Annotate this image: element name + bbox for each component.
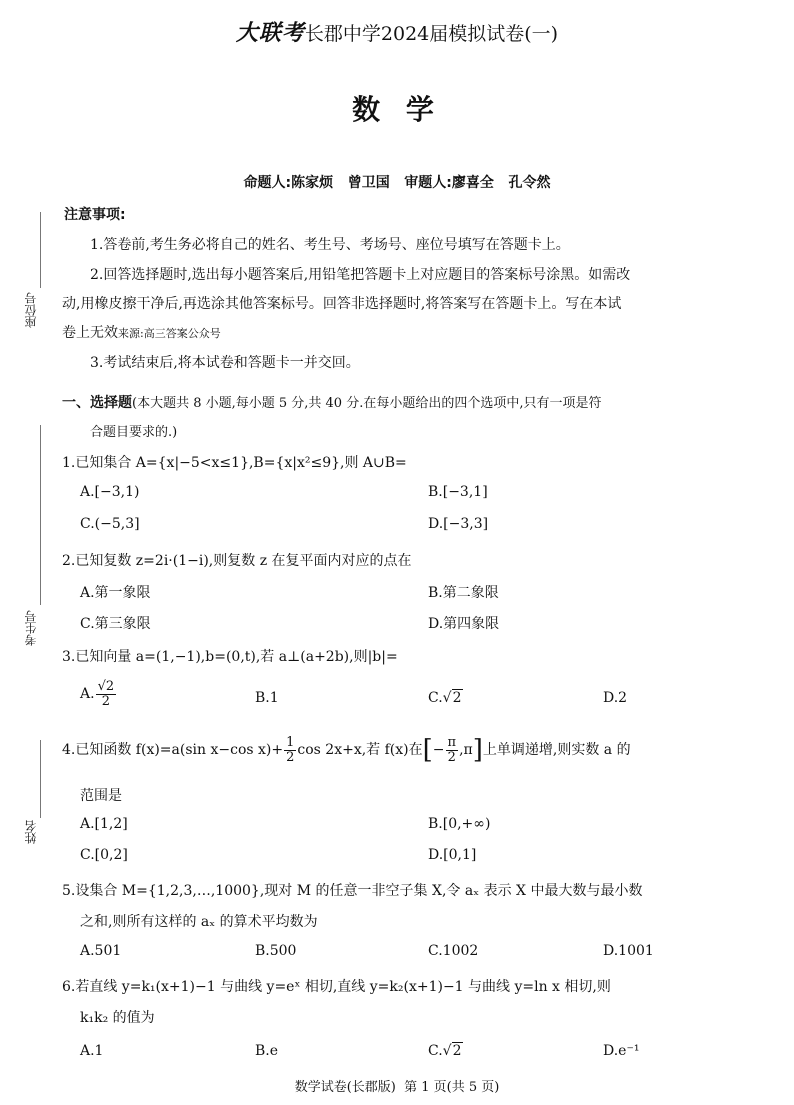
frac-denominator: 2 bbox=[286, 749, 295, 765]
binding-line bbox=[40, 425, 41, 605]
q4-option-a: A.[1,2] bbox=[80, 816, 128, 832]
q1-option-d: D.[−3,3] bbox=[428, 516, 489, 532]
q2-option-b: B.第二象限 bbox=[428, 585, 499, 601]
q4-stem-part: cos 2x+x,若 f(x)在 bbox=[297, 742, 423, 758]
seat-number-label: 座位号 bbox=[24, 292, 38, 328]
frac-numerator: √2 bbox=[97, 679, 115, 694]
q3-option-b: B.1 bbox=[255, 690, 279, 706]
notice-item-3: 3.考试结束后,将本试卷和答题卡一并交回。 bbox=[90, 355, 360, 371]
source-note: 来源:高三答案公众号 bbox=[118, 327, 221, 340]
q6-option-a: A.1 bbox=[80, 1043, 104, 1059]
question-4-stem bbox=[62, 735, 631, 765]
q2-option-a: A.第一象限 bbox=[80, 585, 151, 601]
q1-option-c: C.(−5,3] bbox=[80, 516, 140, 532]
option-letter: A. bbox=[80, 686, 95, 703]
q4-option-d: D.[0,1] bbox=[428, 847, 477, 863]
exam-number-label: 考生号 bbox=[24, 610, 38, 646]
notice-heading: 注意事项: bbox=[64, 207, 126, 223]
q4-option-b: B.[0,+∞) bbox=[428, 816, 491, 832]
option-letter: C. bbox=[428, 1043, 443, 1059]
question-5-stem: 5.设集合 M={1,2,3,…,1000},现对 M 的任意一非空子集 X,令 aₓ 表示 X 中最大数与最小数 bbox=[62, 883, 643, 899]
q4-stem-part: 上单调递增,则实数 a 的 bbox=[482, 742, 631, 758]
bracket-left: [ bbox=[422, 735, 433, 765]
notice-item-2-end bbox=[62, 322, 221, 342]
notice-item-2: 2.回答选择题时,选出每小题答案后,用铅笔把答题卡上对应题目的答案标号涂黑。如需改 bbox=[90, 267, 631, 283]
subject-title: 数 学 bbox=[352, 93, 442, 126]
q3-option-a bbox=[80, 680, 117, 708]
frac-denominator: 2 bbox=[101, 693, 110, 709]
q3-option-c bbox=[428, 690, 463, 706]
question-4-stem-cont: 范围是 bbox=[80, 788, 122, 804]
question-2-stem: 2.已知复数 z=2i·(1−i),则复数 z 在复平面内对应的点在 bbox=[62, 553, 412, 569]
name-label: 姓名 bbox=[24, 820, 38, 844]
interval-end: ,π bbox=[459, 742, 473, 758]
q5-option-a: A.501 bbox=[80, 943, 122, 959]
section-desc-cont: 合题目要求的.) bbox=[90, 425, 178, 440]
frac-numerator: 1 bbox=[286, 734, 295, 750]
q5-option-b: B.500 bbox=[255, 943, 297, 959]
section-desc: (本大题共 8 小题,每小题 5 分,共 40 分.在每小题给出的四个选项中,只有一项是符 bbox=[132, 396, 602, 411]
exam-header bbox=[0, 16, 794, 47]
question-5-stem-cont: 之和,则所有这样的 aₓ 的算术平均数为 bbox=[80, 914, 318, 930]
notice-item-2-tail: 卷上无效 bbox=[62, 325, 118, 341]
question-3-stem: 3.已知向量 a=(1,−1),b=(0,t),若 a⊥(a+2b),则|b|= bbox=[62, 649, 398, 665]
q5-option-c: C.1002 bbox=[428, 943, 479, 959]
notice-item-2-cont: 动,用橡皮擦干净后,再选涂其他答案标号。回答非选择题时,将答案写在答题卡上。写在本试 bbox=[62, 296, 622, 312]
bracket-right: ] bbox=[472, 735, 483, 765]
minus-sign: − bbox=[432, 742, 445, 758]
q6-option-d: D.e⁻¹ bbox=[603, 1043, 640, 1059]
q4-option-c: C.[0,2] bbox=[80, 847, 128, 863]
q1-option-a: A.[−3,1) bbox=[80, 484, 140, 500]
q3-option-d: D.2 bbox=[603, 690, 628, 706]
q2-option-d: D.第四象限 bbox=[428, 616, 500, 632]
question-1-stem: 1.已知集合 A={x|−5<x≤1},B={x|x²≤9},则 A∪B= bbox=[62, 455, 407, 471]
exam-title: 长郡中学2024届模拟试卷(一) bbox=[304, 23, 559, 45]
authors-line: 命题人:陈家烦 曾卫国 审题人:廖喜全 孔令然 bbox=[243, 175, 551, 191]
sqrt-symbol: √2 bbox=[442, 1043, 462, 1059]
sqrt-symbol: √2 bbox=[442, 690, 462, 706]
question-6-stem: 6.若直线 y=k₁(x+1)−1 与曲线 y=eˣ 相切,直线 y=k₂(x+1)−1 与曲线 y=ln x 相切,则 bbox=[62, 979, 611, 995]
radicand: 2 bbox=[452, 1043, 462, 1059]
q6-option-b: B.e bbox=[255, 1043, 279, 1059]
section-title: 一、选择题 bbox=[62, 395, 132, 411]
binding-line bbox=[40, 212, 41, 288]
frac-denominator: 2 bbox=[447, 749, 456, 765]
page-footer: 数学试卷(长郡版) 第 1 页(共 5 页) bbox=[294, 1080, 500, 1095]
question-6-stem-cont: k₁k₂ 的值为 bbox=[80, 1010, 155, 1026]
q1-option-b: B.[−3,1] bbox=[428, 484, 488, 500]
q6-option-c bbox=[428, 1043, 463, 1059]
q2-option-c: C.第三象限 bbox=[80, 616, 151, 632]
q4-stem-part: 4.已知函数 f(x)=a(sin x−cos x)+ bbox=[62, 742, 284, 758]
radicand: 2 bbox=[452, 690, 462, 706]
notice-item-1: 1.答卷前,考生务必将自己的姓名、考生号、考场号、座位号填写在答题卡上。 bbox=[90, 237, 570, 253]
q5-option-d: D.1001 bbox=[603, 943, 654, 959]
binding-line bbox=[40, 740, 41, 818]
frac-numerator: π bbox=[447, 734, 457, 750]
section-heading bbox=[62, 392, 601, 412]
option-letter: C. bbox=[428, 690, 443, 706]
brand-logo: 大联考 bbox=[235, 20, 305, 46]
